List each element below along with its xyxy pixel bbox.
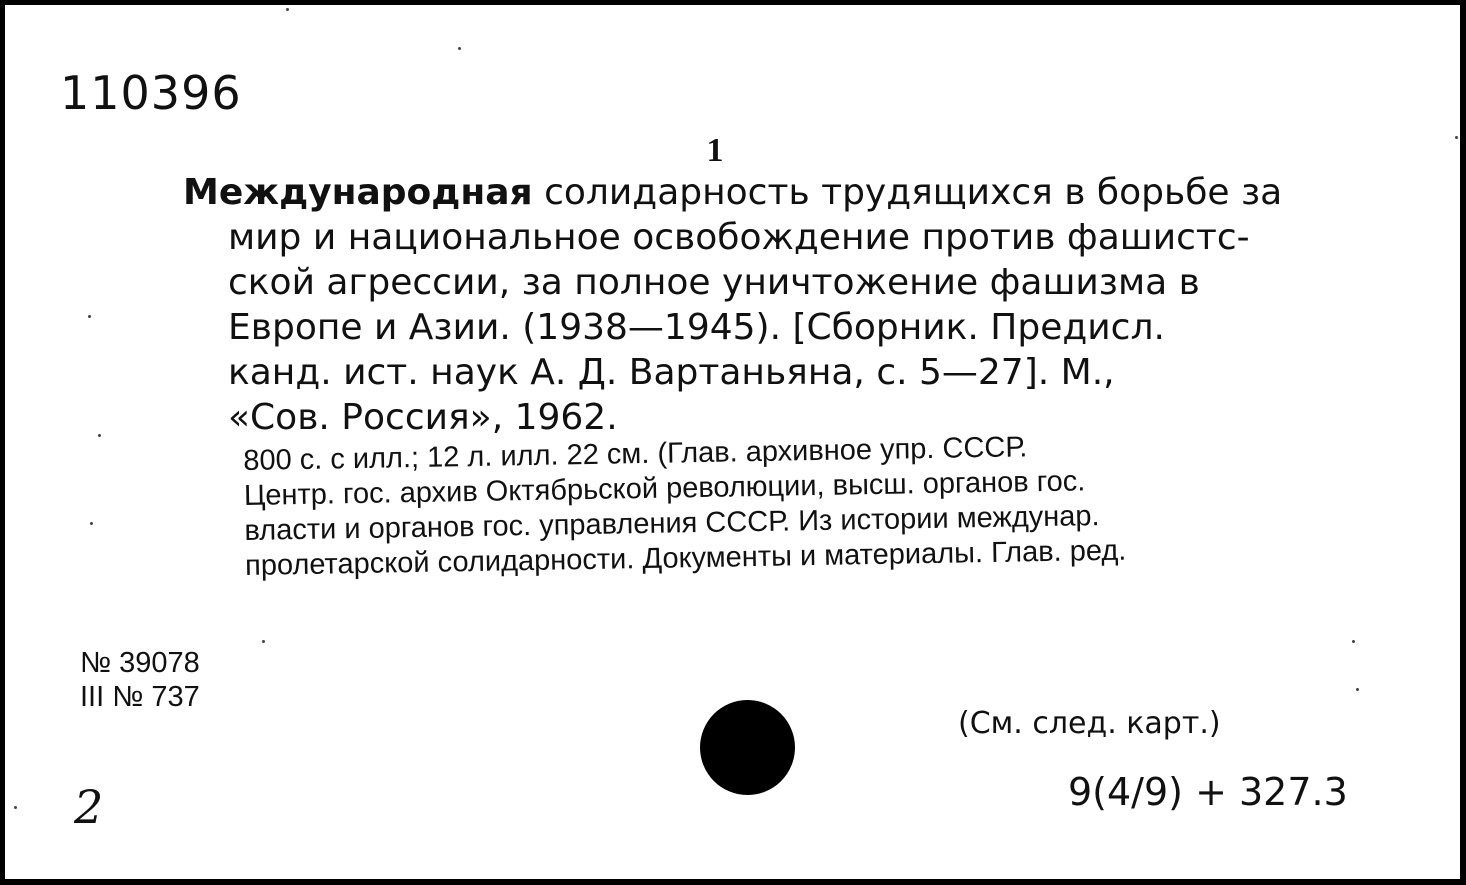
scan-speck — [286, 8, 289, 11]
physical-description — [243, 425, 1355, 584]
detail-line: Центр. гос. архив Октябрьской революции, высш. органов гос. — [243, 465, 1086, 512]
card-border-top — [0, 0, 1466, 5]
detail-line: власти и органов гос. управления СССР. Из истории междунар. — [244, 500, 1100, 547]
scan-speck — [88, 315, 91, 318]
entry-line: Европе и Азии. (1938—1945). [Сборник. Предисл. — [228, 307, 1165, 348]
detail-line: пролетарской солидарности. Документы и материалы. Глав. ред. — [244, 534, 1127, 582]
see-next-card-note: (См. след. карт.) — [958, 706, 1221, 741]
registration-numbers — [80, 646, 200, 714]
bibliographic-entry — [183, 170, 1353, 440]
registration-number: № 39078 — [80, 647, 200, 679]
scan-speck — [14, 806, 17, 809]
card-border-left — [0, 0, 5, 885]
entry-line: «Сов. Россия», 1962. — [228, 397, 618, 438]
title-continuation: солидарность трудящихся в борьбе за — [532, 172, 1283, 213]
scan-speck — [262, 640, 265, 643]
card-border-right — [1460, 0, 1466, 885]
detail-line: 800 с. с илл.; 12 л. илл. 22 см. (Глав. архивное упр. СССР. — [243, 431, 1028, 477]
scan-speck — [90, 522, 93, 525]
entry-line: ской агрессии, за полное уничтожение фашизма в — [228, 262, 1200, 303]
volume-number: 1 — [706, 132, 724, 169]
scan-speck — [1455, 136, 1458, 139]
card-border-bottom — [0, 879, 1466, 885]
title-heading: Международная — [183, 172, 533, 213]
scan-speck — [98, 434, 101, 437]
inventory-number: 110396 — [60, 66, 242, 120]
scan-speck — [458, 47, 461, 50]
registration-number: III № 737 — [80, 681, 200, 713]
scan-speck — [1352, 640, 1355, 643]
card-punch-hole — [700, 700, 795, 795]
entry-line: мир и национальное освобождение против фашистс- — [228, 217, 1250, 258]
title-line — [183, 170, 1353, 215]
copy-mark: 2 — [74, 780, 104, 834]
classification-code: 9(4/9) + 327.3 — [1068, 770, 1348, 814]
scan-speck — [1356, 688, 1359, 691]
entry-line: канд. ист. наук А. Д. Вартаньяна, с. 5—27]. М., — [228, 352, 1115, 393]
